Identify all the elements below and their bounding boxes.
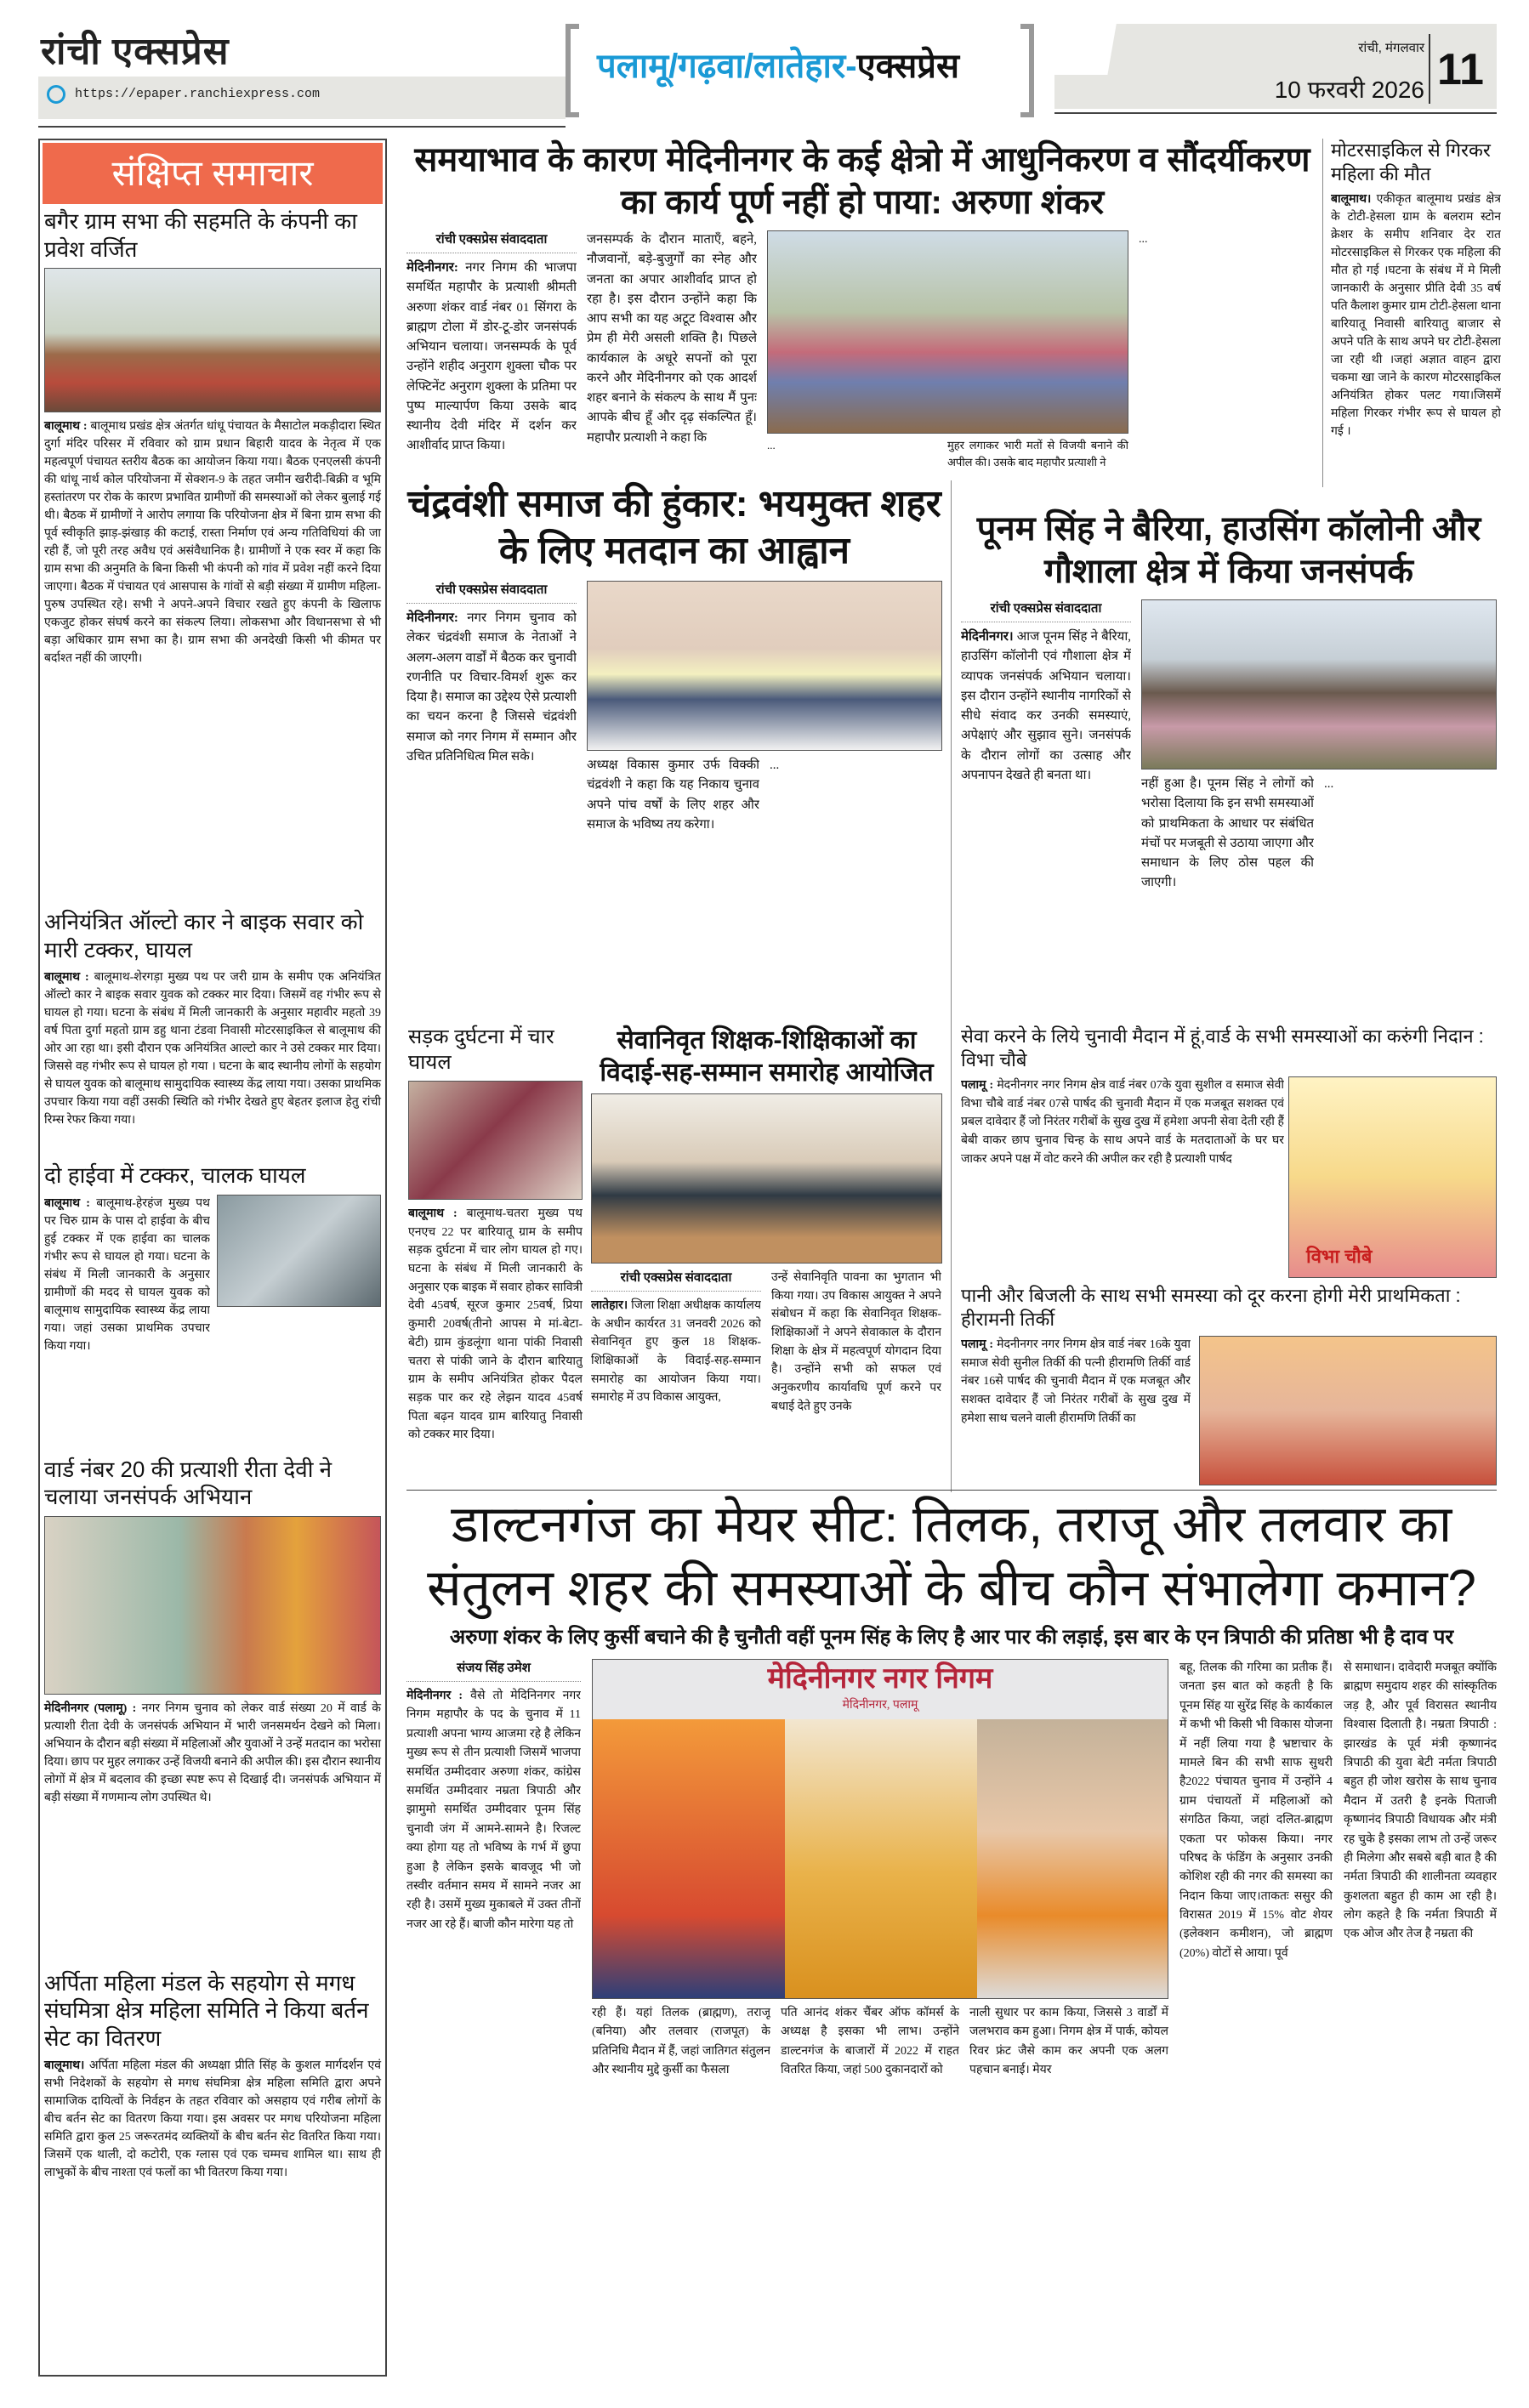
village-meeting-photo [44, 268, 381, 412]
lead-story [406, 139, 1318, 474]
mayor-body: पति आनंद शंकर चैंबर ऑफ कॉमर्स के अध्यक्ष है इसका भी लाभ। उन्होंने डाल्टनगंज के बाजारों में 2022 में राहत वितरित किया, जहां 500 दुकानदारों को [781, 2007, 959, 2077]
ward-20-campaign-photo [44, 1516, 381, 1695]
chandravanshi-headline: चंद्रवंशी समाज की हुंकार: भयमुक्त शहर के लिए मतदान का आह्वान [407, 483, 941, 571]
newspaper-logo: रांची एक्सप्रेस [41, 31, 230, 72]
brief-item-row [43, 1195, 383, 1451]
mayor-body: मेदिनीनगर : वैसे तो मेदिनिनगर नगर निगम महापौर के पद के चुनाव में 11 प्रत्याशी अपना भाग्य आजमा रहे है लेकिन मुख्य रूप से तीन प्रत्याशी जिसमें भाजपा समर्थित उम्मीदवार अरुणा शंकर, कांग्रेस समर्थित उम्मीदवार नम्रता त्रिपाठी और झामुमो समर्थित उम्मीदवार पूनम सिंह चुनावी जंग में आमने-सामने है। रिजल्ट क्या होगा यह तो भविष्य के गर्भ में छुपा हुआ है लेकिन इसके बावजूद भी जो तस्वीर वर्तमान समय में सामने नजर आ रही है। उसमें मुख्य मुकाबले में उक्त तीनों नजर आ रहे हैं। बाजी कौन मारेगा यह तो [406, 1690, 581, 1931]
globe-icon [47, 85, 65, 104]
mayor-body: रही हैं। यहां तिलक (ब्राह्मण), तराजू (बनिया) और तलवार (राजपूत) के प्रतिनिधि मैदान में हैं, जहां जातिगत संतुलन और स्थानीय मुद्दे कुर्सी का फैसला [592, 2007, 770, 2077]
lead-body: ... [1139, 233, 1148, 246]
brief-body: बालूमाथ : बालूमाथ-हेरहंज मुख्य पथ पर चिरु ग्राम के पास दो हाईवा के बीच हुई टक्कर में एक हाईवा का चालक गंभीर रूप से घायल हो गया। घटना के संबंध में मिली जानकारी के अनुसार ग्रामीणों की मदद से घायल युवक को बालूमाथ सामुदायिक स्वास्थ्य केंद्र लाया गया। जहां उसका प्राथमिक उपचार किया गया। [44, 1196, 210, 1353]
issue-date: 10 फरवरी 2026 [1274, 77, 1424, 103]
road-accident-headline: सड़क दुर्घटना में चार घायल [408, 1025, 554, 1074]
page-number: 11 [1437, 45, 1484, 94]
divider [38, 126, 566, 128]
divider [1429, 34, 1430, 104]
poonam-body: मेदिनीनगर। आज पूनम सिंह ने बैरिया, हाउसिंग कॉलोनी एवं गौशाला क्षेत्र में व्यापक जनसंपर्क अभियान चलाया। इस दौरान उन्होंने स्थानीय नागरिकों से सीधे संवाद कर उनकी समस्याएं, अपेक्षाएं और सुझाव सुने। जनसंपर्क के दौरान लोगों का उत्साह और अपनापन देखते ही बनता था। [961, 630, 1131, 782]
brief-headline: दो हाईवा में टक्कर, चालक घायल [44, 1162, 306, 1188]
poonam-body: नहीं हुआ है। पूनम सिंह ने लोगों को भरोसा दिलाया कि इन सभी समस्याओं को प्राथमिकता के आधार पर संबंधित मंचों पर मजबूती से उठाया जाएगा और समाधान के लिए ठोस पहल की जाएगी। [1141, 777, 1314, 890]
vibha-story [961, 1025, 1497, 1278]
candidates-photo [592, 1659, 1168, 1999]
retired-teachers-story [591, 1025, 942, 1471]
injured-photo [408, 1081, 583, 1200]
lead-body: जनसम्पर्क के दौरान माताएँ, बहने, नौजवानों, बड़े-बुजुर्गों का स्नेह और जनता का अपार आशीर्वाद प्राप्त हो रहा है। इस दौरान उन्होंने कहा कि आप सभी का यह अटूट विश्वास और प्रेम ही मेरी असली शक्ति है। पिछले कार्यकाल के अधूरे सपनों को पूरा करने और मेदिनीनगर को एक आदर्श शहर बनाने के संकल्प के साथ मैं पुनः आपके बीच हूँ और दृढ़ संकल्पित हूँ। महापौर प्रत्याशी ने कहा कि [587, 233, 757, 445]
retired-body: उन्हें सेवानिवृति पावना का भुगतान भी किया गया। उप विकास आयुक्त ने अपने संबोधन में कहा कि सेवानिवृत शिक्षक-शिक्षिकाओं ने अपने सेवाकाल के दौरान शिक्षा के क्षेत्र में महत्वपूर्ण योगदान दिया है। उन्होंने सभी को सफल एवं अनुकरणीय कार्यावधि पूर्ण करने पर बधाई देते हुए उनके [771, 1271, 941, 1413]
city-day: रांची, मंगलवार [1358, 41, 1424, 55]
road-accident-body: बालूमाथ : बालूमाथ-चतरा मुख्य पथ एनएच 22 पर बारियातू ग्राम के समीप सड़क दुर्घटना में चार लोग घायल हो गए।घटना के संबंध में मिली जानकारी के अनुसार एक बाइक में सवार होकर सावित्री देवी 45वर्ष, सूरज कुमार 25वर्ष, प्रिया कुमारी 20वर्ष(तीनो आपस मे मां-बेटा-बेटी) ग्राम कुंडलूंगा थाना पांकी निवासी चतरा से पांकी जाने के दौरान बारियातु ग्राम के समीप अनियंत्रित होकर पैदल सड़क पार कर रहे लेझन यादव 45वर्ष पिता बढ़न यादव ग्राम बारियातु निवासी को टक्कर मार दिया। [408, 1207, 583, 1442]
brief-headline: बगैर ग्राम सभा की सहमति के कंपनी का प्रवेश वर्जित [44, 208, 357, 262]
hiramani-body: पलामू : मेदनीनगर नगर निगम क्षेत्र वार्ड नंबर 16के युवा समाज सेवी सुनील तिर्की की पत्नी हीरामणि तिर्की वार्ड नंबर 16से पार्षद की चुनावी मैदान में एक मजबूत और सशक्त दावेदार हैं जो निरंतर गरीबों के सुख दुख में हमेशा साथ चलने वाली हीरामणि तिर्की का [961, 1338, 1191, 1425]
lead-photo [767, 230, 1128, 434]
byline: रांची एक्सप्रेस संवाददाता [406, 230, 577, 253]
divider [1054, 112, 1497, 114]
hiramani-story [961, 1284, 1497, 1485]
brief-news-banner: संक्षिप्त समाचार [43, 143, 383, 204]
signboard-subtext: मेदिनीनगर, पलामू [842, 1699, 918, 1712]
section-regions: पलामू/गढ़वा/लातेहार- [597, 48, 857, 85]
brief-body: बालूमाथ : बालूमाथ प्रखंड क्षेत्र अंतर्गत धांधू पंचायत के मैसाटोल मकड़ीदारा स्थित दुर्गा मंदिर परिसर में रविवार को ग्राम प्रधान बिहारी यादव के नेतृत्व में एक महत्वपूर्ण पंचायत स्तरीय बैठक का आयोजन किया गया। बैठक एनएलसी कंपनी की धांधू नार्थ कोल परियोजना में सेक्शन-9 के तहत जमीन खरीदी-बिक्री व भूमि हस्तांतरण पर रोक के कारण प्रभावित ग्रामीणों की समस्याओं को लेकर बुलाई गई थी। बैठक में ग्रामीणों ने आरोप लगाया कि परियोजना क्षेत्र में बिना ग्राम सभा की पूर्व स्वीकृति झाड़-झंखाड़ की कटाई, रास्ता निर्माण एवं अन्य गतिविधियां की जा रही हैं, जो पूरी तरह अवैध एवं असंवैधानिक है। ग्रामीणों ने एक स्वर में कहा कि ग्राम सभा की अनुमति के बिना किसी भी कंपनी को गांव में प्रवेश नहीं करने दिया जाएगा। बैठक में पंचायत एवं आसपास के गांवों से बड़ी संख्या में ग्रामीण महिला-पुरुष उपस्थित रहे। सभी ने अपने-अपने विचार रखते हुए कंपनी के खिलाफ एकजुट होकर संघर्ष करने का संकल्प लिया। लोकसभा और विधानसभा से भी बड़ा अधिकार ग्राम सभा का है। ग्राम सभा की अनदेखी किसी भी कीमत पर बर्दाश्त नहीं की जाएगी। [44, 420, 382, 665]
byline: रांची एक्सप्रेस संवाददाता [406, 581, 577, 604]
bracket-right [1020, 24, 1034, 117]
brief-headline: अनियंत्रित ऑल्टो कार ने बाइक सवार को मारी टक्कर, घायल [44, 909, 364, 963]
lead-headline: समयाभाव के कारण मेदिनीनगर के कई क्षेत्रो में आधुनिकरण व सौंदर्यीकरण का कार्य पूर्ण नहीं हो पाया: अरुणा शंकर [414, 141, 1310, 221]
brief-news-stack [43, 143, 383, 2372]
mayor-headline: डाल्टनगंज का मेयर सीट: तिलक, तराजू और तलवार का संतुलन शहर की समस्याओं के बीच कौन संभालेगा कमान? [427, 1496, 1476, 1616]
vibha-photo [1288, 1076, 1497, 1278]
hiramani-photo [1199, 1336, 1497, 1485]
side-body: बालूमाथ। एकीकृत बालूमाथ प्रखंड क्षेत्र के टोटी-हेसला ग्राम के बलराम स्टोन क्रेशर के समीप शनिवार देर रात मोटरसाइकिल से गिरकर एक महिला की मौत हो गई ।घटना के संबंध में मे मिली जानकारी के अनुसार प्रीति देवी 35 वर्ष पति कैलाश कुमार ग्राम टोटी-हेसला थाना बारियातू निवासी बारियातु बाजार से अपने पति के साथ अपने घर टोटी-हेसला जा रही थी ।जहां अज्ञात वाहन द्वारा चकमा खा जाने के कारण मोटरसाइकिल अनियंत्रित होकर पलट गया।जिसमें महिला गिरकर गंभीर रूप से घायल हो गई । [1331, 193, 1501, 438]
lead-body: मुहर लगाकर भारी मतों से विजयी बनाने की अपील की। उसके बाद महापौर प्रत्याशी ने [947, 439, 1128, 469]
bracket-left [566, 24, 579, 117]
poonam-story [961, 508, 1497, 1011]
chandravanshi-body: अध्यक्ष विकास कुमार उर्फ विक्की चंद्रवंशी ने कहा कि यह निकाय चुनाव अपने पांच वर्षों के लिए शहर और समाज के भविष्य तय करेगा। [587, 758, 759, 832]
photo-caption: विभा चौबे [1306, 1246, 1373, 1267]
chandravanshi-body: ... [770, 758, 780, 772]
brief-headline: वार्ड नंबर 20 की प्रत्याशी रीता देवी ने चलाया जनसंपर्क अभियान [44, 1456, 333, 1509]
column-divider [951, 480, 952, 1492]
nagar-nigam-signboard [593, 1660, 1168, 1719]
retired-body: लातेहार। जिला शिक्षा अधीक्षक कार्यालय के अधीन कार्यरत 31 जनवरी 2026 को सेवानिवृत हुए कुल 18 शिक्षक-शिक्षिकाओं के विदाई-सह-सम्मान समारोह का आयोजन किया गया। समारोह में उप विकास आयुक्त, [591, 1299, 761, 1405]
divider [406, 1490, 1497, 1491]
vibha-body: पलामू : मेदनीनगर नगर निगम क्षेत्र वार्ड नंबर 07के युवा सुशील व समाज सेवी विभा चौबे वार्ड नंबर 07से पार्षद की चुनावी मैदान में एक मजबूत सशक्त एवं प्रबल दावेदार हैं जो निरंतर गरीबों के सुख दुख में हमेशा अपनी सेवा देती रही हैं बेबी वाकर छाप चुनाव चिन्ह के साथ अपने वार्ड के मतदाताओं के घर घर जाकर अपने पक्ष में वोट करने की अपील कर रही है प्रत्याशी पार्षद [961, 1079, 1284, 1166]
candidate-3-portrait [977, 1719, 1168, 1999]
epaper-url[interactable]: https://epaper.ranchiexpress.com [75, 87, 321, 101]
byline: संजय सिंह उमेश [406, 1659, 581, 1682]
candidate-2-portrait [785, 1719, 977, 1999]
brief-body: मेदिनीनगर (पलामू) : नगर निगम चुनाव को लेकर वार्ड संख्या 20 में वार्ड के प्रत्याशी रीता देवी के जनसंपर्क अभियान में भारी जनसमर्थन देखने को मिला। अभियान के दौरान बड़ी संख्या में महिलाओं और युवाओं ने उन्हें मतदान का भरोसा दिया। छाप पर मुहर लगाकर उन्हें विजयी बनाने की अपील की। इस दौरान स्थानीय लोगों में क्षेत्र में बदलाव की इच्छा स्पष्ट रूप से दिखाई दी। जनसंपर्क अभियान में बड़ी संख्या में गणमान्य लोग उपस्थित थे। [44, 1701, 381, 1804]
mayor-body: नाली सुधार पर काम किया, जिससे 3 वार्डों में जलभराव कम हुआ। निगम क्षेत्र में पार्क, कोयल रिवर फ्रंट जैसे काम कर अपनी एक अलग पहचान बनाई। मेयर [969, 2007, 1168, 2077]
mayor-subhead: अरुणा शंकर के लिए कुर्सी बचाने की है चुनौती वहीं पूनम सिंह के लिए है आर पार की लड़ाई, इस बार के एन त्रिपाठी की प्रतिष्ठा भी है दाव पर [449, 1626, 1454, 1649]
byline: रांची एक्सप्रेस संवाददाता [961, 599, 1131, 622]
section-title [597, 41, 959, 88]
column-divider [1322, 139, 1323, 487]
accident-photo [217, 1195, 381, 1307]
signboard-text: मेदिनीनगर नगर निगम [767, 1662, 993, 1695]
chandravanshi-photo [587, 581, 942, 751]
ceremony-photo [591, 1093, 942, 1264]
chandravanshi-body: मेदिनीनगर: नगर निगम चुनाव को लेकर चंद्रवंशी समाज के नेताओं ने अलग-अलग वार्डों में बैठक कर चुनावी रणनीति पर विचार-विमर्श शुरू कर दिया है। समाज का उद्देश्य ऐसे प्रत्याशी का चयन करना है जिससे चंद्रवंशी समाज को नगर निगम में सम्मान और उचित प्रतिनिधित्व मिल सके। [406, 611, 577, 764]
section-suffix: एक्सप्रेस [856, 48, 960, 85]
poonam-body: ... [1324, 777, 1334, 791]
brief-headline: अर्पिता महिला मंडल के सहयोग से मगध संघमित्रा क्षेत्र महिला समिति ने किया बर्तन सेट का वितरण [44, 1969, 369, 2051]
hiramani-headline: पानी और बिजली के साथ सभी समस्या को दूर करना होगी मेरी प्राथमिकता : हीरामनी तिर्की [961, 1285, 1461, 1330]
retired-teachers-headline: सेवानिवृत शिक्षक-शिक्षिकाओं का विदाई-सह-सम्मान समारोह आयोजित [600, 1026, 934, 1087]
road-accident-story [408, 1025, 583, 1471]
mayor-body: से समाधान। दावेदारी मजबूत क्योंकि ब्राह्मण समुदाय शहर की सांस्कृतिक जड़ है, और पूर्व विरासत स्थानीय विश्वास दिलाती है। नम्रता त्रिपाठी : झारखंड के पूर्व मंत्री कृष्णानंद त्रिपाठी की युवा बेटी नर्मता त्रिपाठी बहुत ही जोश खरोस के साथ चुनाव मैदान में उतरी है इनके पिताजी कृष्णानंद त्रिपाठी विधायक और मंत्री रह चुके है इसका लाभ तो उन्हें जरूर ही मिलेगा और सबसे बड़ी बात है की नर्मता त्रिपाठी की शालीनता व्यवहार कुशलता बहुत ही काम आ रही है। लोग कहते है कि नर्मता त्रिपाठी में एक ओज और तेज है नम्रता की [1344, 1661, 1497, 1941]
photo-caption: ... [767, 439, 776, 452]
side-headline: मोटरसाइकिल से गिरकर महिला की मौत [1331, 139, 1491, 185]
brief-body: बालूमाथ। अर्पिता महिला मंडल की अध्यक्षा प्रीति सिंह के कुशल मार्गदर्शन एवं सभी निदेशकों के सहयोग से मगध संघमित्रा क्षेत्र महिला समिति द्वारा अपने सामाजिक दायित्वों के निर्वहन के तहत रविवार को असहाय एवं गरीब लोगों के बीच बर्तन सेट का वितरण किया गया। इस अवसर पर मगध परियोजना महिला समिति द्वारा कुल 25 जरूरतमंद व्यक्तियों के बीच बर्तन सेट वितरित किया गया। जिसमें एक थाली, दो कटोरी, एक ग्लास एवं एक चम्मच शामिल था। साथ ही लाभुकों के बीच नाश्ता एवं फलों का भी वितरण किया गया। [44, 2059, 382, 2179]
side-story [1331, 139, 1501, 487]
lead-body: मेदिनीनगर: नगर निगम की भाजपा समर्थित महापौर के प्रत्याशी श्रीमती अरुणा शंकर वार्ड नंबर 01 सिंगरा के ब्राह्मण टोला में डोर-टू-डोर जनसंपर्क अभियान चलाया। जनसम्पर्क के पूर्व उन्होंने शहीद अनुराग शुक्ला चौक पर लेफ्टिनेंट अनुराग शुक्ला के प्रतिमा पर पुष्प माल्यार्पण किया उसके बाद स्थानीय देवी मंदिर में दर्शन कर आशीर्वाद प्राप्त किया। [406, 261, 577, 453]
vibha-headline: सेवा करने के लिये चुनावी मैदान में हूं,वार्ड के सभी समस्याओं का करुंगी निदान : विभा चौबे [961, 1025, 1484, 1071]
brief-body: बालूमाथ : बालूमाथ-शेरगड़ा मुख्य पथ पर जरी ग्राम के समीप एक अनियंत्रित ऑल्टो कार ने बाइक सवार युवक को टक्कर मार दिया। जिसमें वह गंभीर रूप से घायल हो गया। घटना के संबंध में मिली जानकारी के अनुसार महावीर महतो 39 वर्ष पिता दुर्गा महतो ग्राम डहु थाना टंडवा निवासी मोटरसाइकिल से बालूमाथ की ओर आ रहा था। इसी दौरान एक अनियंत्रित आल्टो कार ने उसे टक्कर मार दिया। जिससे वह गंभीर रूप से घायल हो गया । घटना के बाद स्थानीय लोगों के सहयोग से घायल युवक को बालूमाथ सामुदायिक स्वास्थ्य केंद्र लाया गया। उसका प्राथमिक उपचार किया गया वहीं उसकी स्थिति को गंभीर देखते हुए बेहतर इलाज हेतु रांची रिम्स रेफर किया गया। [44, 971, 382, 1127]
candidate-1-portrait [593, 1719, 785, 1999]
chandravanshi-story [406, 480, 942, 1016]
poonam-headline: पूनम सिंह ने बैरिया, हाउसिंग कॉलोनी और गौशाला क्षेत्र में किया जनसंपर्क [976, 510, 1481, 590]
mayor-body: बहू, तिलक की गरिमा का प्रतीक हैं। जनता इस बात को कहती है कि पूनम सिंह या सुरेंद्र सिंह के कार्यकाल में कभी भी किसी भी विकास योजना में नहीं लिया गया है भ्रष्टाचार के मामले बिन की सभी साफ सुथरी है2022 पंचायत चुनाव में उन्होंने 4 ग्राम पंचायतों में महिलाओं को संगठित किया, जहां दलित-ब्राह्मण एकता पर फोकस किया। नगर परिषद के फंडिंग के अनुसार उनकी कोशिश रही की नगर की समस्या का निदान किया जाए।ताकतः ससुर की विरासत 2019 में 15% वोट शेयर (इलेक्शन कमीशन), जो ब्राह्मण (20%) वोटों से आया। पूर्व [1179, 1661, 1333, 1960]
byline: रांची एक्सप्रेस संवाददाता [591, 1269, 761, 1292]
mayor-story [406, 1492, 1497, 2377]
poonam-campaign-photo [1141, 599, 1497, 770]
